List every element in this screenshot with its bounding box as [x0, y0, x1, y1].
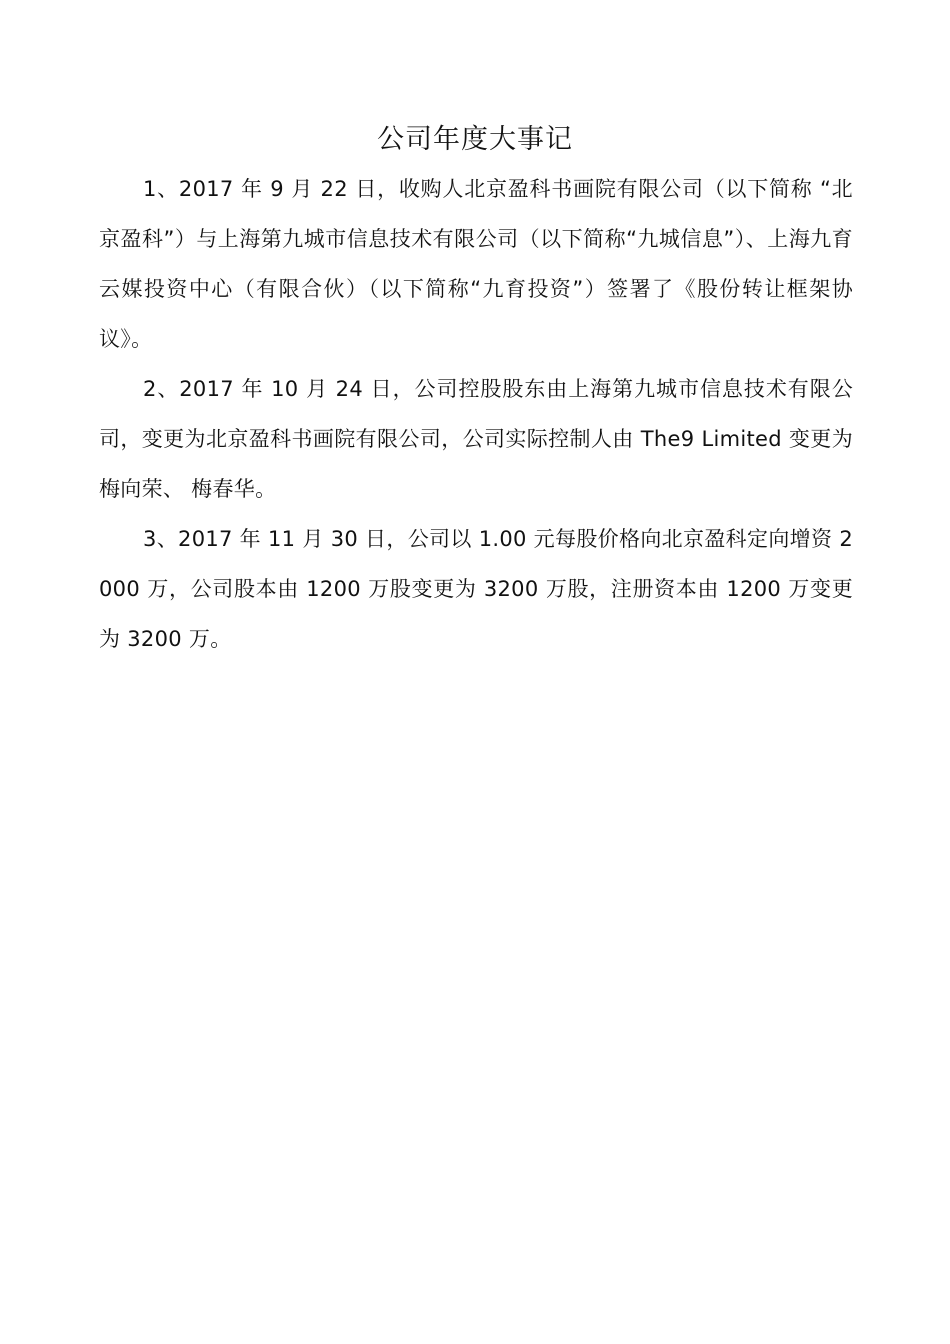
paragraph-1: 1、2017 年 9 月 22 日，收购人北京盈科书画院有限公司（以下简称 “北京盈科”）与上海第九城市信息技术有限公司（以下简称“九城信息”）、上海九育云媒投资中心（有限合伙）（以下简称“九育投资”）签署了《股份转让框架协议》。 — [99, 177, 853, 351]
page-title: 公司年度大事记 — [377, 124, 573, 155]
document-body — [99, 164, 853, 664]
paragraph-3: 3、2017 年 11 月 30 日，公司以 1.00 元每股价格向北京盈科定向增资 2000 万，公司股本由 1200 万股变更为 3200 万股，注册资本由 1200 万变更为 3200 万。 — [99, 527, 853, 651]
paragraph-2: 2、2017 年 10 月 24 日，公司控股股东由上海第九城市信息技术有限公司，变更为北京盈科书画院有限公司，公司实际控制人由 The9 Limited 变更为梅向荣、 梅春华。 — [99, 377, 853, 501]
